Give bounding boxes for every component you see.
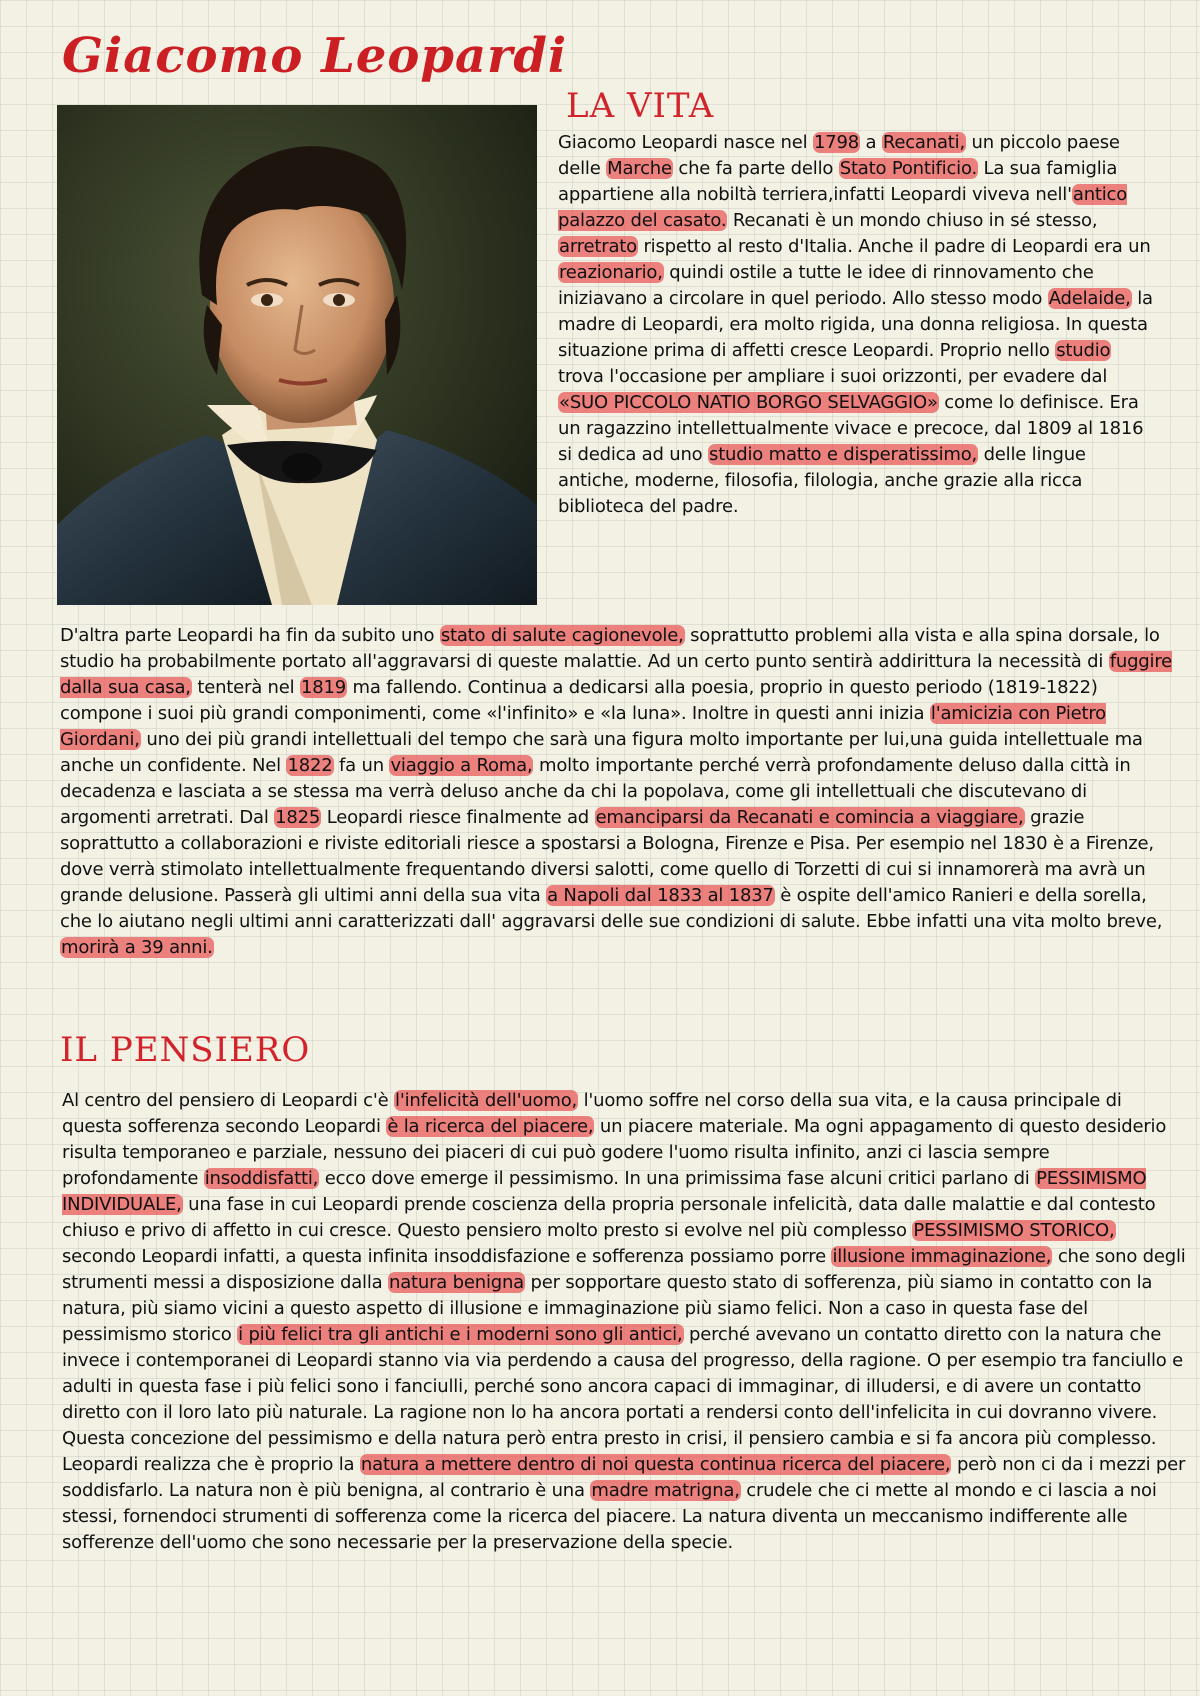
text-run: secondo Leopardi infatti, a questa infinita insoddisfazione e sofferenza possiamo porre [62, 1246, 832, 1267]
text-run: crudele che ci mette al mondo e ci lascia a noi stessi, fornendoci strumenti di sofferenza come la ricerca del piacere. La natura diventa un meccanismo indifferente alle sofferenze dell'uomo che sono necessarie per la preservazione della specie. [62, 1480, 1157, 1553]
text-run: perché avevano un contatto diretto con la natura che invece i contemporanei di Leopardi stanno via via perdendo a causa del progresso, della ragione. O per esempio tra fanciullo e adulti in questa fase i più felici sono i fanciulli, perché sono ancora capaci di immaginar, di illudersi, e di avere un contatto diretto con il loro lato più naturale. La ragione non lo ha ancora portati a rendersi conto dell'infelicita in cui dovranno vivere. Questa concezione del pessimismo e della natura però entra presto in crisi, il pensiero cambia e si fa ancora più complesso. Leopardi realizza che è proprio la [62, 1324, 1184, 1475]
highlighted-text: studio [1056, 340, 1111, 361]
highlighted-text: madre matrigna, [591, 1480, 740, 1501]
text-run: delle lingue antiche, moderne, filosofia, filologia, anche grazie alla ricca biblioteca del padre. [558, 444, 1086, 517]
paragraph-text [558, 130, 1158, 520]
text-run: l'uomo soffre nel corso della sua vita, e la causa principale di questa sofferenza secondo Leopardi [62, 1090, 1122, 1137]
highlighted-text: viaggio a Roma, [390, 755, 533, 776]
section-heading-vita: LA VITA [566, 86, 715, 126]
highlighted-text: fuggire dalla sua casa, [60, 651, 1172, 698]
highlighted-text: PESSIMISMO INDIVIDUALE, [62, 1168, 1147, 1215]
section-heading-pensiero: IL PENSIERO [60, 1030, 311, 1070]
text-run: Leopardi riesce finalmente ad [321, 807, 595, 828]
text-run: però non ci da i mezzi per soddisfarlo. La natura non è più benigna, al contrario è una [62, 1454, 1186, 1501]
highlighted-text: l'amicizia con Pietro Giordani, [60, 703, 1106, 750]
text-run: fa un [333, 755, 390, 776]
highlighted-text: Recanati, [882, 132, 965, 153]
text-run: a [859, 132, 882, 153]
text-run: Al centro del pensiero di Leopardi c'è [62, 1090, 395, 1111]
highlighted-text: stato di salute cagionevole, [440, 625, 684, 646]
text-run: un piacere materiale. Ma ogni appagamento di questo desiderio risulta temporaneo e parziale, nessuno dei piaceri di cui può godere l'uomo risulta infinito, anzi ci lascia sempre profondamente [62, 1116, 1167, 1189]
highlighted-text: l'infelicità dell'uomo, [395, 1090, 578, 1111]
text-run: soprattutto problemi alla vista e alla spina dorsale, lo studio ha probabilmente portato all'aggravarsi di queste malattie. Ad un certo punto sentirà addirittura la necessità di [60, 625, 1160, 672]
text-run: grazie soprattutto a collaborazioni e riviste editoriali riesce a spostarsi a Bologna, Firenze e Pisa. Per esempio nel 1830 è a Firenze, dove verrà stimolato intellettualmente frequentando diversi salotti, come quello di Torzetti di cui si innamorerà ma avrà un grande delusione. Passerà gli ultimi anni della sua vita [60, 807, 1154, 906]
portrait-image [57, 105, 537, 605]
text-run: che sono degli strumenti messi a disposizione dalla [62, 1246, 1186, 1293]
highlighted-text: 1819 [300, 677, 346, 698]
highlighted-text: i più felici tra gli antichi e i moderni sono gli antici, [238, 1324, 683, 1345]
text-run: molto importante perché verrà profondamente deluso dalla città in decadenza e lasciata a se stessa ma verrà deluso anche da chi la popolava, come gli intellettuali che discutevano di argomenti arretrati. Dal [60, 755, 1131, 828]
highlighted-text: a Napoli dal 1833 al 1837 [547, 885, 774, 906]
text-run: una fase in cui Leopardi prende coscienza della propria personale infelicità, data dalle malattie e dal contesto chiuso e privo di affetto in cui cresce. Questo pensiero molto presto si evolve nel più complesso [62, 1194, 1156, 1241]
vita-paragraph-2 [60, 623, 1172, 961]
text-run: rispetto al resto d'Italia. Anche il padre di Leopardi era un [637, 236, 1151, 257]
page-title: Giacomo Leopardi [62, 28, 568, 84]
highlighted-text: antico palazzo del casato. [558, 184, 1128, 231]
highlighted-text: natura benigna [388, 1272, 525, 1293]
highlighted-text: arretrato [559, 236, 637, 257]
text-run: D'altra parte Leopardi ha fin da subito uno [60, 625, 440, 646]
text-run: Giacomo Leopardi nasce nel [558, 132, 813, 153]
text-run: la madre di Leopardi, era molto rigida, una donna religiosa. In questa situazione prima di affetti cresce Leopardi. Proprio nello [558, 288, 1153, 361]
text-run: uno dei più grandi intellettuali del tempo che sarà una figura molto importante per lui,una guida intellettuale ma anche un confidente. Nel [60, 729, 1143, 776]
vita-paragraph-1 [558, 130, 1158, 520]
highlighted-text: Marche [607, 158, 672, 179]
highlighted-text: PESSIMISMO STORICO, [913, 1220, 1115, 1241]
highlighted-text: 1798 [813, 132, 859, 153]
highlighted-text: reazionario, [559, 262, 663, 283]
highlighted-text: morirà a 39 anni. [61, 937, 213, 958]
highlighted-text: «SUO PICCOLO NATIO BORGO SELVAGGIO» [559, 392, 938, 413]
highlighted-text: Adelaide, [1048, 288, 1131, 309]
highlighted-text: illusione immaginazione, [832, 1246, 1052, 1267]
highlighted-text: è la ricerca del piacere, [387, 1116, 594, 1137]
text-run: che fa parte dello [672, 158, 839, 179]
text-run: è ospite dell'amico Ranieri e della sorella, che lo aiutano negli ultimi anni caratterizzati dall' aggravarsi delle sue condizioni di salute. Ebbe infatti una vita molto breve, [60, 885, 1163, 932]
text-run: per sopportare questo stato di sofferenza, più siamo in contatto con la natura, più siamo vicini a questo aspetto di illusione e immaginazione più siamo felici. Non a caso in questa fase del pessimismo storico [62, 1272, 1153, 1345]
text-run: tenterà nel [191, 677, 300, 698]
text-run: come lo definisce. Era un ragazzino intellettualmente vivace e precoce, dal 1809 al 1816 si dedica ad uno [558, 392, 1144, 465]
text-run: quindi ostile a tutte le idee di rinnovamento che iniziavano a circolare in quel periodo. Allo stesso modo [558, 262, 1094, 309]
highlighted-text: emanciparsi da Recanati e comincia a viaggiare, [595, 807, 1024, 828]
text-run: ecco dove emerge il pessimismo. In una primissima fase alcuni critici parlano di [319, 1168, 1036, 1189]
text-run: trova l'occasione per ampliare i suoi orizzonti, per evadere dal [558, 366, 1108, 387]
highlighted-text: 1825 [275, 807, 321, 828]
pensiero-paragraph [62, 1088, 1187, 1556]
text-run: un piccolo paese delle [558, 132, 1120, 179]
highlighted-text: 1822 [287, 755, 333, 776]
highlighted-text: Stato Pontificio. [839, 158, 977, 179]
highlighted-text: studio matto e disperatissimo, [709, 444, 978, 465]
highlighted-text: natura a mettere dentro di noi questa continua ricerca del piacere, [360, 1454, 951, 1475]
paragraph-text [62, 1088, 1187, 1556]
text-run: Recanati è un mondo chiuso in sé stesso, [727, 210, 1098, 231]
text-run: ma fallendo. Continua a dedicarsi alla poesia, proprio in questo periodo (1819-1822) compone i suoi più grandi componimenti, come «l'infinito» e «la luna». Inoltre in questi anni inizia [60, 677, 1098, 724]
text-run: La sua famiglia appartiene alla nobiltà terriera,infatti Leopardi viveva nell' [558, 158, 1118, 205]
highlighted-text: insoddisfatti, [204, 1168, 319, 1189]
paragraph-text [60, 623, 1172, 961]
